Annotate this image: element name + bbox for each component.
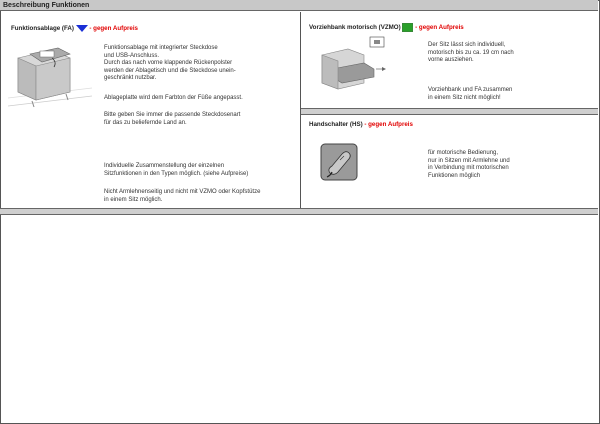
hs-desc-line: Funktionen möglich <box>428 172 481 179</box>
fa-para-3-line: für das zu beliefernde Land an. <box>104 119 187 126</box>
hand-switch-icon <box>320 143 358 181</box>
fa-para-5-line: in einem Sitz möglich. <box>104 196 163 203</box>
fa-para-4 <box>104 163 248 178</box>
hs-title: Handschalter (HS) <box>309 121 363 128</box>
vzmo-desc-line: motorisch bis zu ca. 19 cm nach <box>428 49 514 56</box>
page-title: Beschreibung Funktionen <box>3 2 90 9</box>
hs-desc-line: für motorische Bedienung, <box>428 150 499 156</box>
vzmo-note <box>428 87 512 102</box>
fa-para-5-line: Nicht Armlehnenseitig und nicht mit VZMO oder Kopfstütze <box>104 189 261 195</box>
section-separator <box>301 108 598 115</box>
hs-desc-line: in Verbindung mit motorischen <box>428 165 509 172</box>
vzmo-title: Vorziehbank motorisch (VZMO) <box>309 24 401 32</box>
hs-description <box>428 150 510 180</box>
fa-desc-line: werden der Ablagetisch und die Steckdose unein- <box>104 67 236 74</box>
fa-para-3-line: Bitte geben Sie immer die passende Steckdosenart <box>104 112 241 118</box>
fa-para-2-text: Ablageplatte wird dem Farbton der Füße angepasst. <box>104 95 243 101</box>
fa-para-2 <box>104 95 243 103</box>
vzmo-note-line: in einem Sitz nicht möglich! <box>428 94 501 101</box>
vzmo-desc-line: vorne ausziehen. <box>428 57 474 64</box>
fa-title: Funktionsablage (FA) <box>11 25 74 33</box>
green-square-icon <box>402 23 413 32</box>
fa-desc-line: Funktionsablage mit integrierter Steckdose <box>104 45 218 51</box>
vzmo-note-line: Vorziehbank und FA zusammen <box>428 87 513 93</box>
vzmo-price-note: - gegen Aufpreis <box>415 24 464 32</box>
fa-para-5 <box>104 189 260 204</box>
fa-desc-line: und USB-Anschluss. <box>104 52 160 59</box>
fa-para-4-line: Individuelle Zusammenstellung der einzelnen <box>104 163 225 169</box>
fa-desc-line: Durch das nach vorne klappende Rückenpolster <box>104 60 233 67</box>
fa-para-3 <box>104 112 240 127</box>
blue-triangle-icon <box>76 25 88 32</box>
vzmo-seat-image <box>318 35 394 93</box>
bottom-separator <box>0 208 598 215</box>
fa-price-note: - gegen Aufpreis <box>89 25 138 33</box>
vzmo-title-row <box>309 23 464 32</box>
hs-price-note: - gegen Aufpreis <box>364 121 413 128</box>
fa-title-row <box>11 25 138 32</box>
fa-para-4-line: Sitzfunktionen in den Typen möglich. (siehe Aufpreise) <box>104 170 249 177</box>
hs-title-row <box>309 121 413 128</box>
hs-desc-line: nur in Sitzen mit Armlehne und <box>428 157 510 164</box>
vzmo-desc-line: Der Sitz lässt sich individuell, <box>428 42 506 48</box>
fa-desc-line: geschränkt nutzbar. <box>104 75 157 82</box>
fa-description <box>104 45 236 83</box>
fa-sofa-image <box>8 40 92 112</box>
page-header <box>0 0 598 11</box>
vzmo-description <box>428 42 514 65</box>
